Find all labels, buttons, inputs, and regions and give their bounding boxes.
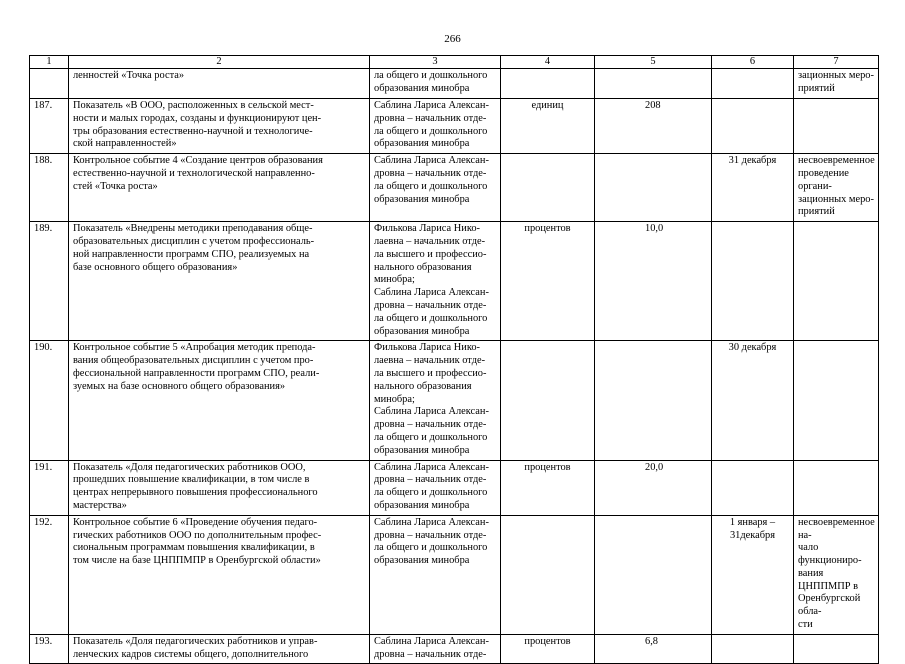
row-name: Показатель «Доля педагогических работников и управ- ленческих кадров системы общего, дополнительного xyxy=(69,634,370,664)
table-header-row xyxy=(30,56,879,69)
row-responsible: Саблина Лариса Алексан- дровна – начальник отде- xyxy=(370,634,501,664)
row-date: 31 декабря xyxy=(712,154,794,222)
row-note: несвоевременное проведение органи- зационных меро- приятий xyxy=(794,154,879,222)
row-number: 192. xyxy=(30,515,69,634)
row-date xyxy=(712,99,794,154)
table-row xyxy=(30,154,879,222)
table-row xyxy=(30,99,879,154)
row-date: 30 декабря xyxy=(712,341,794,460)
row-name: Показатель «В ООО, расположенных в сельской мест- ности и малых городах, созданы и функционируют цен- тры образования естественно-научной и технологиче- ской направленностей» xyxy=(69,99,370,154)
row-note: зационных меро- приятий xyxy=(794,69,879,99)
row-date xyxy=(712,634,794,664)
row-name: Показатель «Доля педагогических работников ООО, прошедших повышение квалификации, в том числе в центрах непрерывного повышения профессионального мастерства» xyxy=(69,460,370,515)
table-row xyxy=(30,634,879,664)
table-row xyxy=(30,341,879,460)
row-value xyxy=(595,69,712,99)
row-unit xyxy=(501,69,595,99)
column-header: 7 xyxy=(794,56,879,69)
row-value xyxy=(595,341,712,460)
row-value: 20,0 xyxy=(595,460,712,515)
row-note xyxy=(794,341,879,460)
row-unit xyxy=(501,341,595,460)
row-responsible: Саблина Лариса Алексан- дровна – начальник отде- ла общего и дошкольного образования минобра xyxy=(370,460,501,515)
row-responsible: Саблина Лариса Алексан- дровна – начальник отде- ла общего и дошкольного образования минобра xyxy=(370,515,501,634)
row-name: ленностей «Точка роста» xyxy=(69,69,370,99)
row-value: 208 xyxy=(595,99,712,154)
row-responsible: Филькова Лариса Нико- лаевна – начальник отде- ла высшего и профессио- нального образования минобра; Саблина Лариса Алексан- дровна – начальник отде- ла общего и дошкольного образования минобра xyxy=(370,341,501,460)
row-unit: процентов xyxy=(501,634,595,664)
row-number xyxy=(30,69,69,99)
column-header: 4 xyxy=(501,56,595,69)
row-unit xyxy=(501,154,595,222)
row-date xyxy=(712,222,794,341)
row-responsible: Филькова Лариса Нико- лаевна – начальник отде- ла высшего и профессио- нального образования минобра; Саблина Лариса Алексан- дровна – начальник отде- ла общего и дошкольного образования минобра xyxy=(370,222,501,341)
row-value xyxy=(595,515,712,634)
row-date xyxy=(712,460,794,515)
row-number: 187. xyxy=(30,99,69,154)
row-name: Контрольное событие 6 «Проведение обучения педаго- гических работников ООО по дополнительным профес- сиональным программам повышения квалификации, в том числе на базе ЦНППМПР в Оренбургской области» xyxy=(69,515,370,634)
row-number: 188. xyxy=(30,154,69,222)
row-unit: процентов xyxy=(501,460,595,515)
row-value: 6,8 xyxy=(595,634,712,664)
table-row xyxy=(30,222,879,341)
row-number: 189. xyxy=(30,222,69,341)
column-header: 6 xyxy=(712,56,794,69)
table-row xyxy=(30,515,879,634)
row-unit xyxy=(501,515,595,634)
page-number: 266 xyxy=(444,33,461,45)
plan-table xyxy=(29,55,879,664)
row-responsible: Саблина Лариса Алексан- дровна – начальник отде- ла общего и дошкольного образования минобра xyxy=(370,154,501,222)
table-row xyxy=(30,460,879,515)
row-date: 1 января – 31декабря xyxy=(712,515,794,634)
row-note: несвоевременное на- чало функциониро- вания ЦНППМПР в Оренбургской обла- сти xyxy=(794,515,879,634)
row-responsible: ла общего и дошкольного образования минобра xyxy=(370,69,501,99)
table-row xyxy=(30,69,879,99)
row-value: 10,0 xyxy=(595,222,712,341)
row-name: Контрольное событие 4 «Создание центров образования естественно-научной и технологической направленно- стей «Точка роста» xyxy=(69,154,370,222)
row-unit: единиц xyxy=(501,99,595,154)
row-note xyxy=(794,460,879,515)
column-header: 1 xyxy=(30,56,69,69)
row-number: 190. xyxy=(30,341,69,460)
column-header: 3 xyxy=(370,56,501,69)
row-number: 193. xyxy=(30,634,69,664)
row-number: 191. xyxy=(30,460,69,515)
row-note xyxy=(794,99,879,154)
row-name: Контрольное событие 5 «Апробация методик препода- вания общеобразовательных дисциплин с учетом про- фессиональной направленности программ СПО, реали- зуемых на базе основного общего образования» xyxy=(69,341,370,460)
column-header: 2 xyxy=(69,56,370,69)
row-note xyxy=(794,222,879,341)
row-responsible: Саблина Лариса Алексан- дровна – начальник отде- ла общего и дошкольного образования минобра xyxy=(370,99,501,154)
column-header: 5 xyxy=(595,56,712,69)
row-name: Показатель «Внедрены методики преподавания обще- образовательных дисциплин с учетом профессиональ- ной направленности программ СПО, реализуемых на базе основного общего образования» xyxy=(69,222,370,341)
row-note xyxy=(794,634,879,664)
row-value xyxy=(595,154,712,222)
row-unit: процентов xyxy=(501,222,595,341)
row-date xyxy=(712,69,794,99)
